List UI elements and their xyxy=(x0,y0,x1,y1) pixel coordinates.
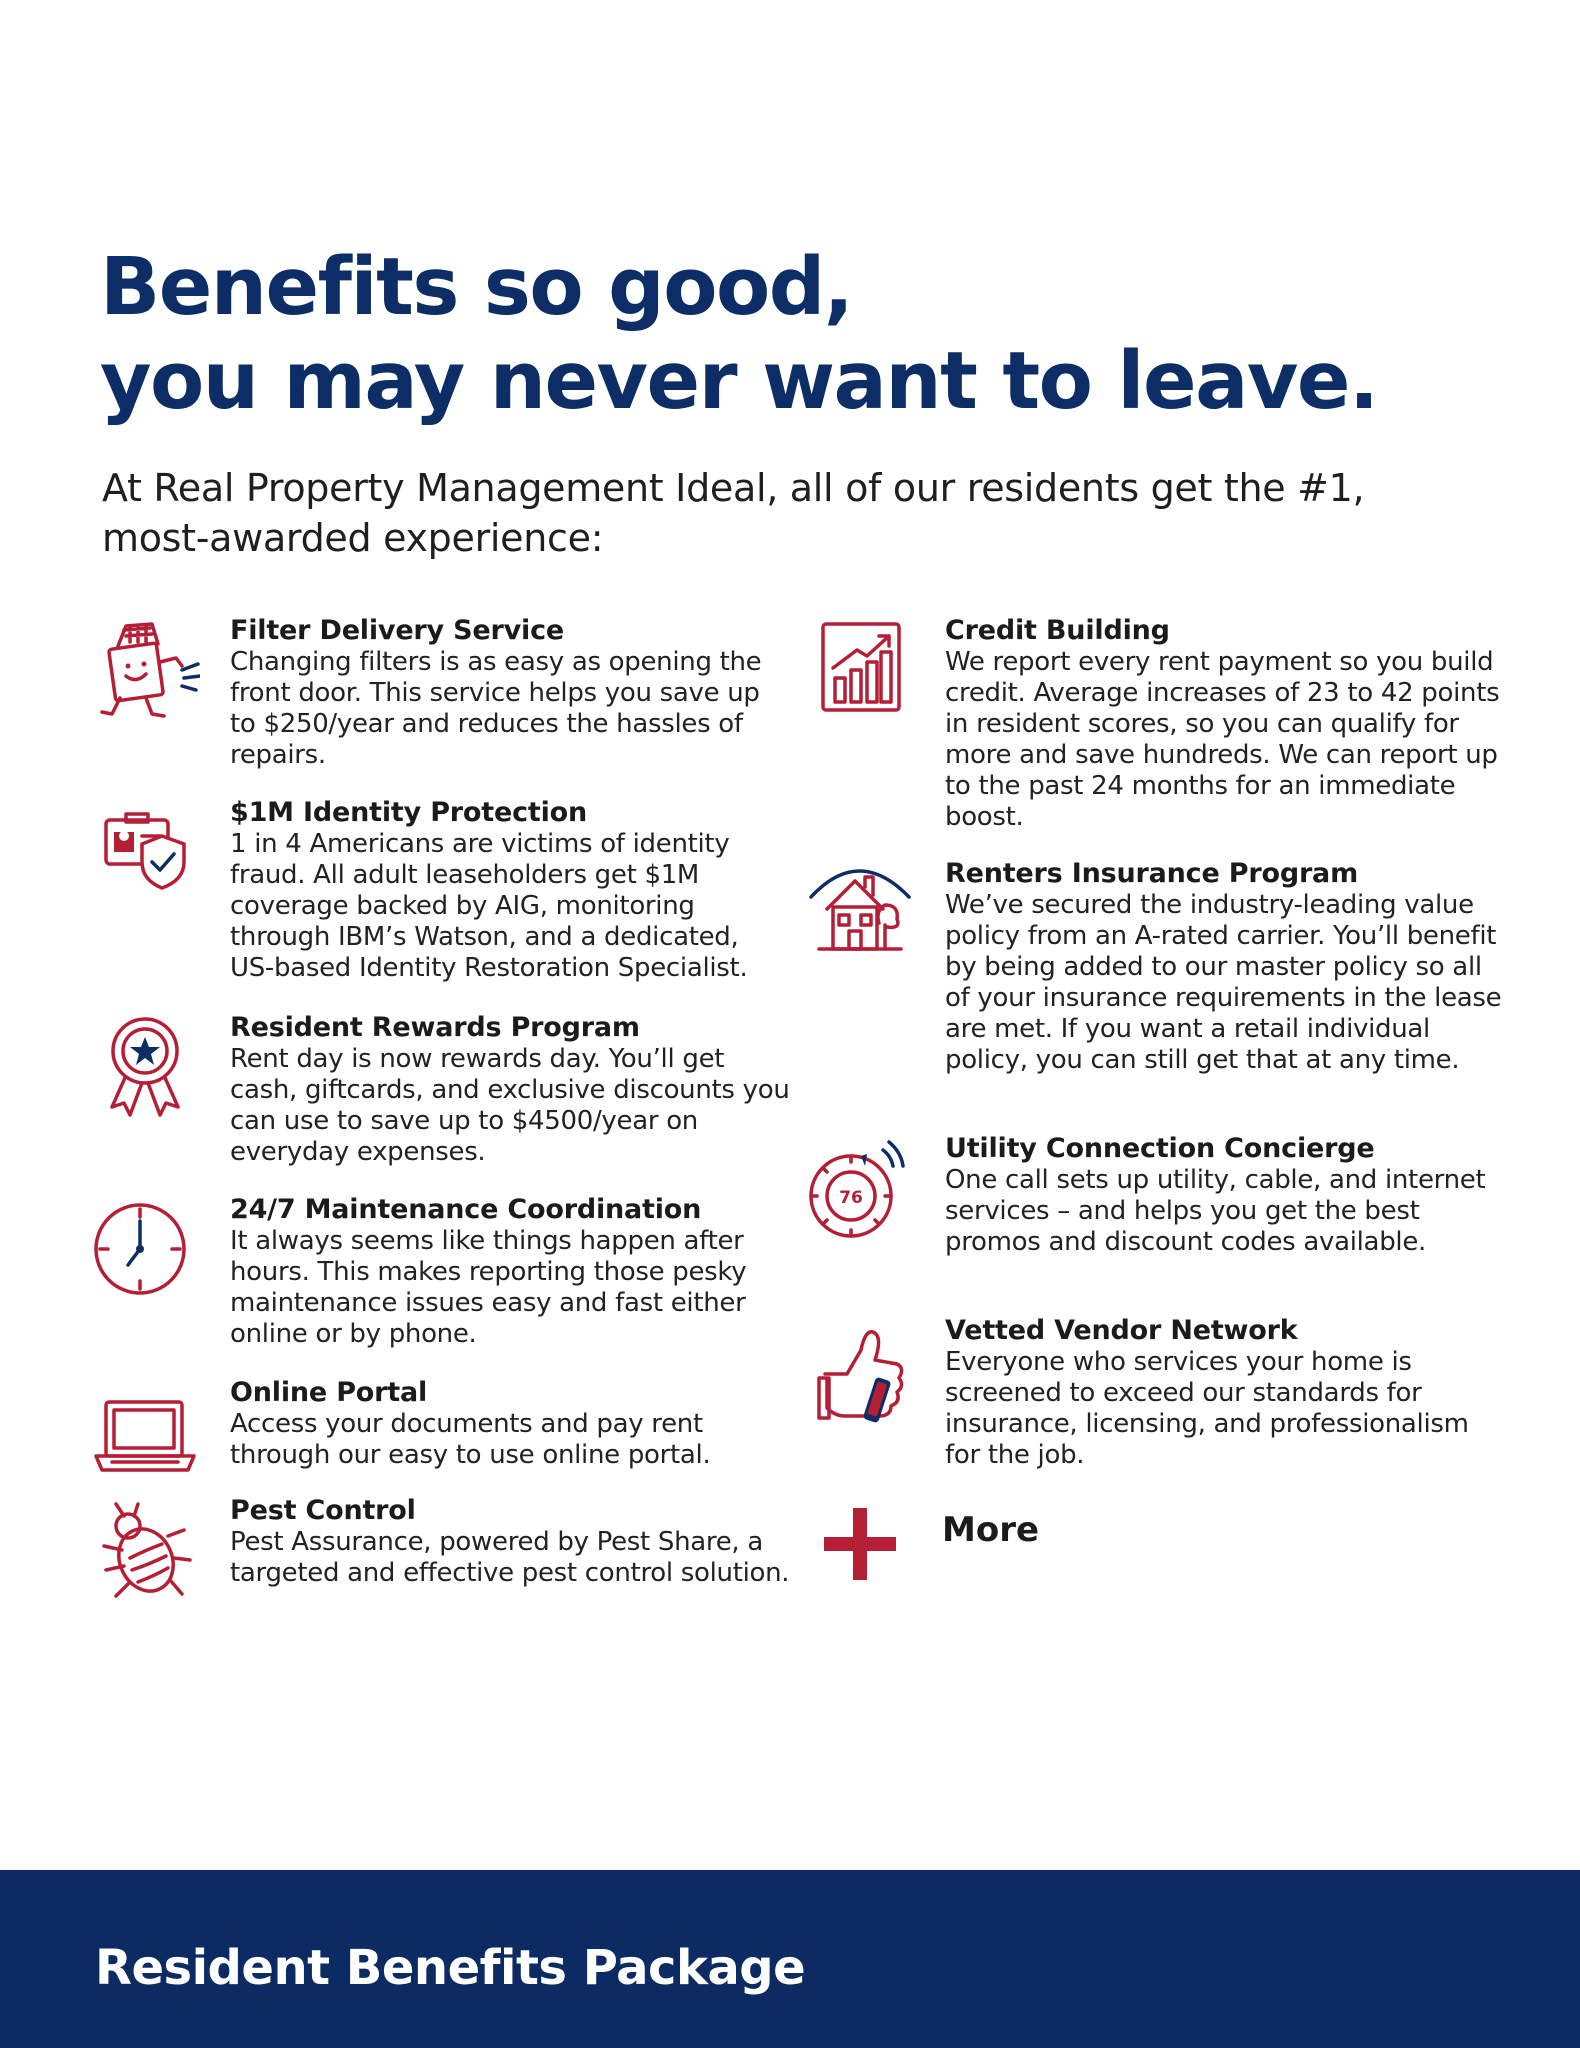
benefit-body: Changing filters is as easy as opening the front door. This service helps you save up to $250/year and reduces the hassles of repairs. xyxy=(230,647,762,770)
id-shield-icon xyxy=(90,796,200,906)
benefit-title: Credit Building xyxy=(945,615,1170,646)
more-link[interactable]: More xyxy=(942,1510,1040,1550)
benefit-title: 24/7 Maintenance Coordination xyxy=(230,1194,702,1225)
clock-icon xyxy=(90,1195,200,1305)
headline-line-2: you may never want to leave. xyxy=(100,335,1378,427)
growth-chart-icon xyxy=(805,618,915,728)
benefit-title: $1M Identity Protection xyxy=(230,797,588,828)
benefit-title: Vetted Vendor Network xyxy=(945,1315,1298,1346)
benefit-title: Online Portal xyxy=(230,1377,428,1408)
benefit-body: Rent day is now rewards day. You’ll get cash, giftcards, and exclusive discounts you can use to save up to $4500/year on everyday expenses. xyxy=(230,1044,790,1167)
intro-text: At Real Property Management Ideal, all of our residents get the #1, most-awarded experience: xyxy=(102,466,1365,560)
benefit-title: Renters Insurance Program xyxy=(945,858,1359,889)
house-umbrella-icon xyxy=(805,853,915,963)
benefit-title: Resident Rewards Program xyxy=(230,1012,640,1043)
award-ribbon-icon xyxy=(90,1011,200,1121)
benefit-title: Pest Control xyxy=(230,1495,416,1526)
benefit-body: Access your documents and pay rent through our easy to use online portal. xyxy=(230,1409,711,1470)
benefit-body: 1 in 4 Americans are victims of identity fraud. All adult leaseholders get $1M coverage backed by AIG, monitoring through IBM’s Watson, and a dedicated, US-based Identity Restoration Specialist. xyxy=(230,829,748,983)
benefit-title: Utility Connection Concierge xyxy=(945,1133,1375,1164)
footer-title: Resident Benefits Package xyxy=(95,1940,806,1996)
filter-box-icon xyxy=(90,618,200,728)
laptop-icon xyxy=(90,1384,200,1494)
bug-icon xyxy=(90,1500,200,1610)
headline xyxy=(100,240,1377,428)
benefit-body: It always seems like things happen after hours. This makes reporting those pesky maintenance issues easy and fast either online or by phone. xyxy=(230,1226,747,1349)
thermostat-icon xyxy=(805,1136,915,1246)
benefit-body: Everyone who services your home is screened to exceed our standards for insurance, licensing, and professionalism for the job. xyxy=(945,1347,1469,1470)
plus-icon[interactable] xyxy=(820,1504,900,1584)
benefit-body: Pest Assurance, powered by Pest Share, a targeted and effective pest control solution. xyxy=(230,1527,790,1588)
benefit-body: We report every rent payment so you build credit. Average increases of 23 to 42 points in resident scores, so you can qualify for more and save hundreds. We can report up to the past 24 months for an immediate boost. xyxy=(945,647,1500,832)
thermostat-value: 76 xyxy=(839,1188,863,1208)
benefit-body: We’ve secured the industry-leading value policy from an A-rated carrier. You’ll benefit by being added to our master policy so all of your insurance requirements in the lease are met. If you want a retail individual policy, you can still get that at any time. xyxy=(945,890,1502,1075)
benefit-title: Filter Delivery Service xyxy=(230,615,564,646)
footer-banner xyxy=(0,1870,1580,2048)
benefit-body: One call sets up utility, cable, and internet services – and helps you get the best promos and discount codes available. xyxy=(945,1165,1486,1257)
headline-line-1: Benefits so good, xyxy=(100,241,853,333)
thumbs-up-icon xyxy=(805,1320,915,1430)
